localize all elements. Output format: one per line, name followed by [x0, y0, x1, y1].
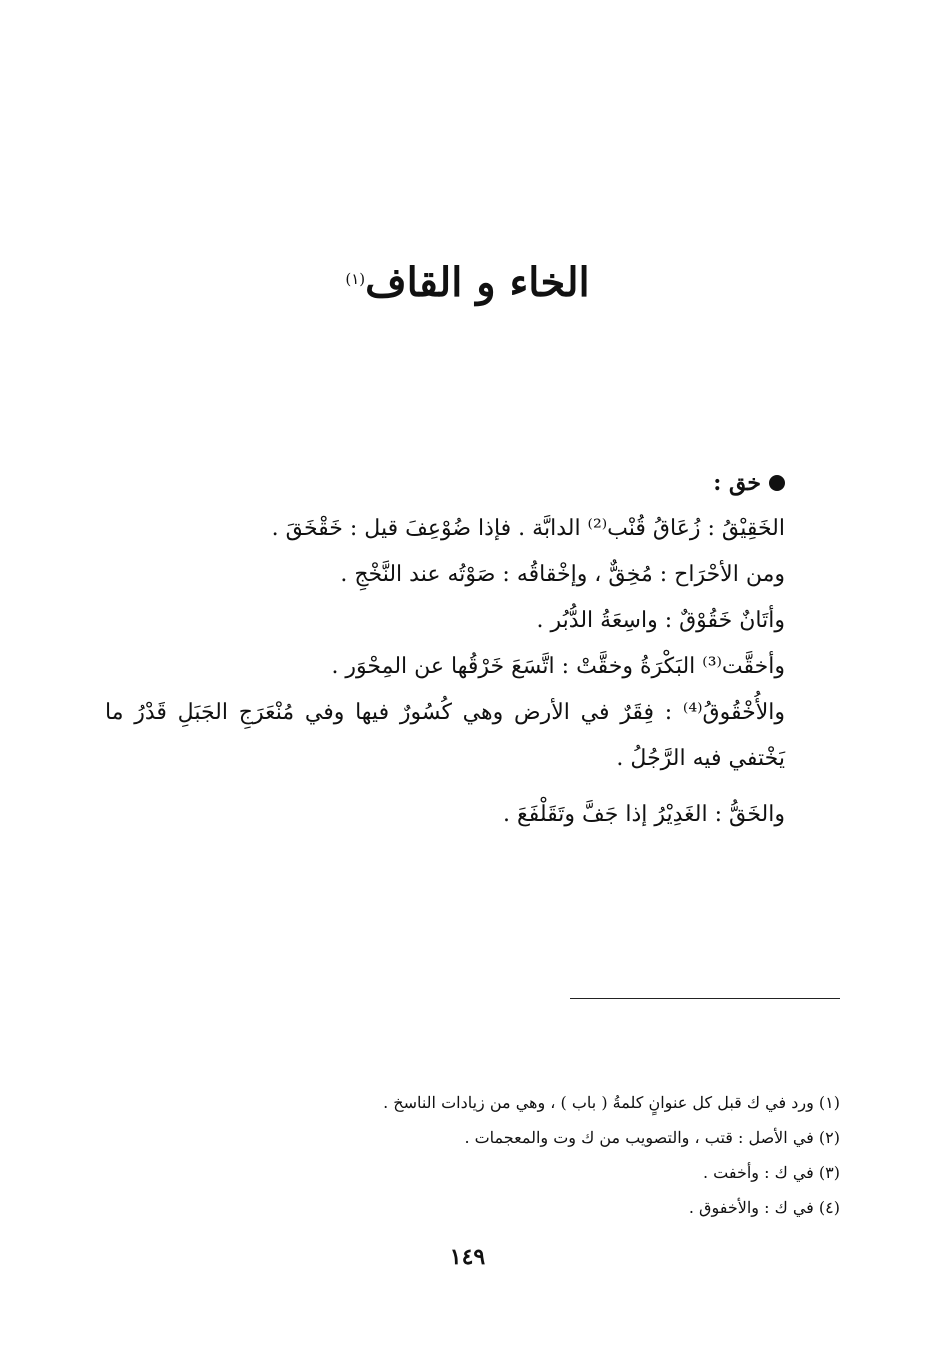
entry-line: والخَقُّ : الغَدِيْرُ إذا جَفَّ وتَقَلْفَعَ . [503, 802, 785, 827]
footnote: (٣) في ك : وأخفت . [702, 1163, 840, 1182]
entry-line: الخَقِيْقُ : زُعَاقُ قُنْب⁽²⁾ الدابَّة . فإذا ضُوْعِفَ قيل : خَقْخَقَ . [271, 516, 785, 541]
footnote: (٢) في الأصل : قتب ، والتصويب من ك وت والمعجمات . [464, 1128, 840, 1147]
page-number: ١٤٩ [449, 1244, 486, 1270]
entry-line: ومن الأحْرَاح : مُخِقٌّ ، وإخْقاقُه : صَوْتُه عند النَّخْجِ . [340, 562, 785, 587]
footnotes [280, 1085, 840, 1225]
entry-line: وأتَانٌ خَقُوْقٌ : واسِعَةُ الدُّبُر . [536, 608, 785, 633]
dictionary-entry [105, 460, 785, 838]
footnote: (١) ورد في ك قبل كل عنوانٍ كلمةُ ( باب ) ، وهي من زيادات الناسخ . [383, 1093, 840, 1112]
paragraph-gap [105, 782, 785, 792]
chapter-title-text: الخاء و القاف [365, 259, 590, 306]
entry-line: والأُخْقُوقُ⁽⁴⁾ : فِقَرٌ في الأرض وهي كُسُورٌ فيها وفي مُنْعَرَجِ الجَبَلِ قَدْرُ ما يَخْتفي فيه الرَّجُلُ . [105, 700, 785, 771]
chapter-title [0, 258, 935, 308]
footnote-divider [570, 998, 840, 999]
bullet-icon [769, 475, 785, 491]
entry-headword [105, 460, 785, 506]
entry-line: وأخقَّت⁽³⁾ البَكْرَةُ وخقَّتْ : اتَّسَعَ خَرْقُها عن المِحْوَر . [331, 654, 785, 679]
chapter-title-footnote-marker: (١) [345, 270, 366, 288]
footnote: (٤) في ك : والأخفوق . [688, 1198, 840, 1217]
entry-headword-text: خق : [713, 470, 761, 496]
